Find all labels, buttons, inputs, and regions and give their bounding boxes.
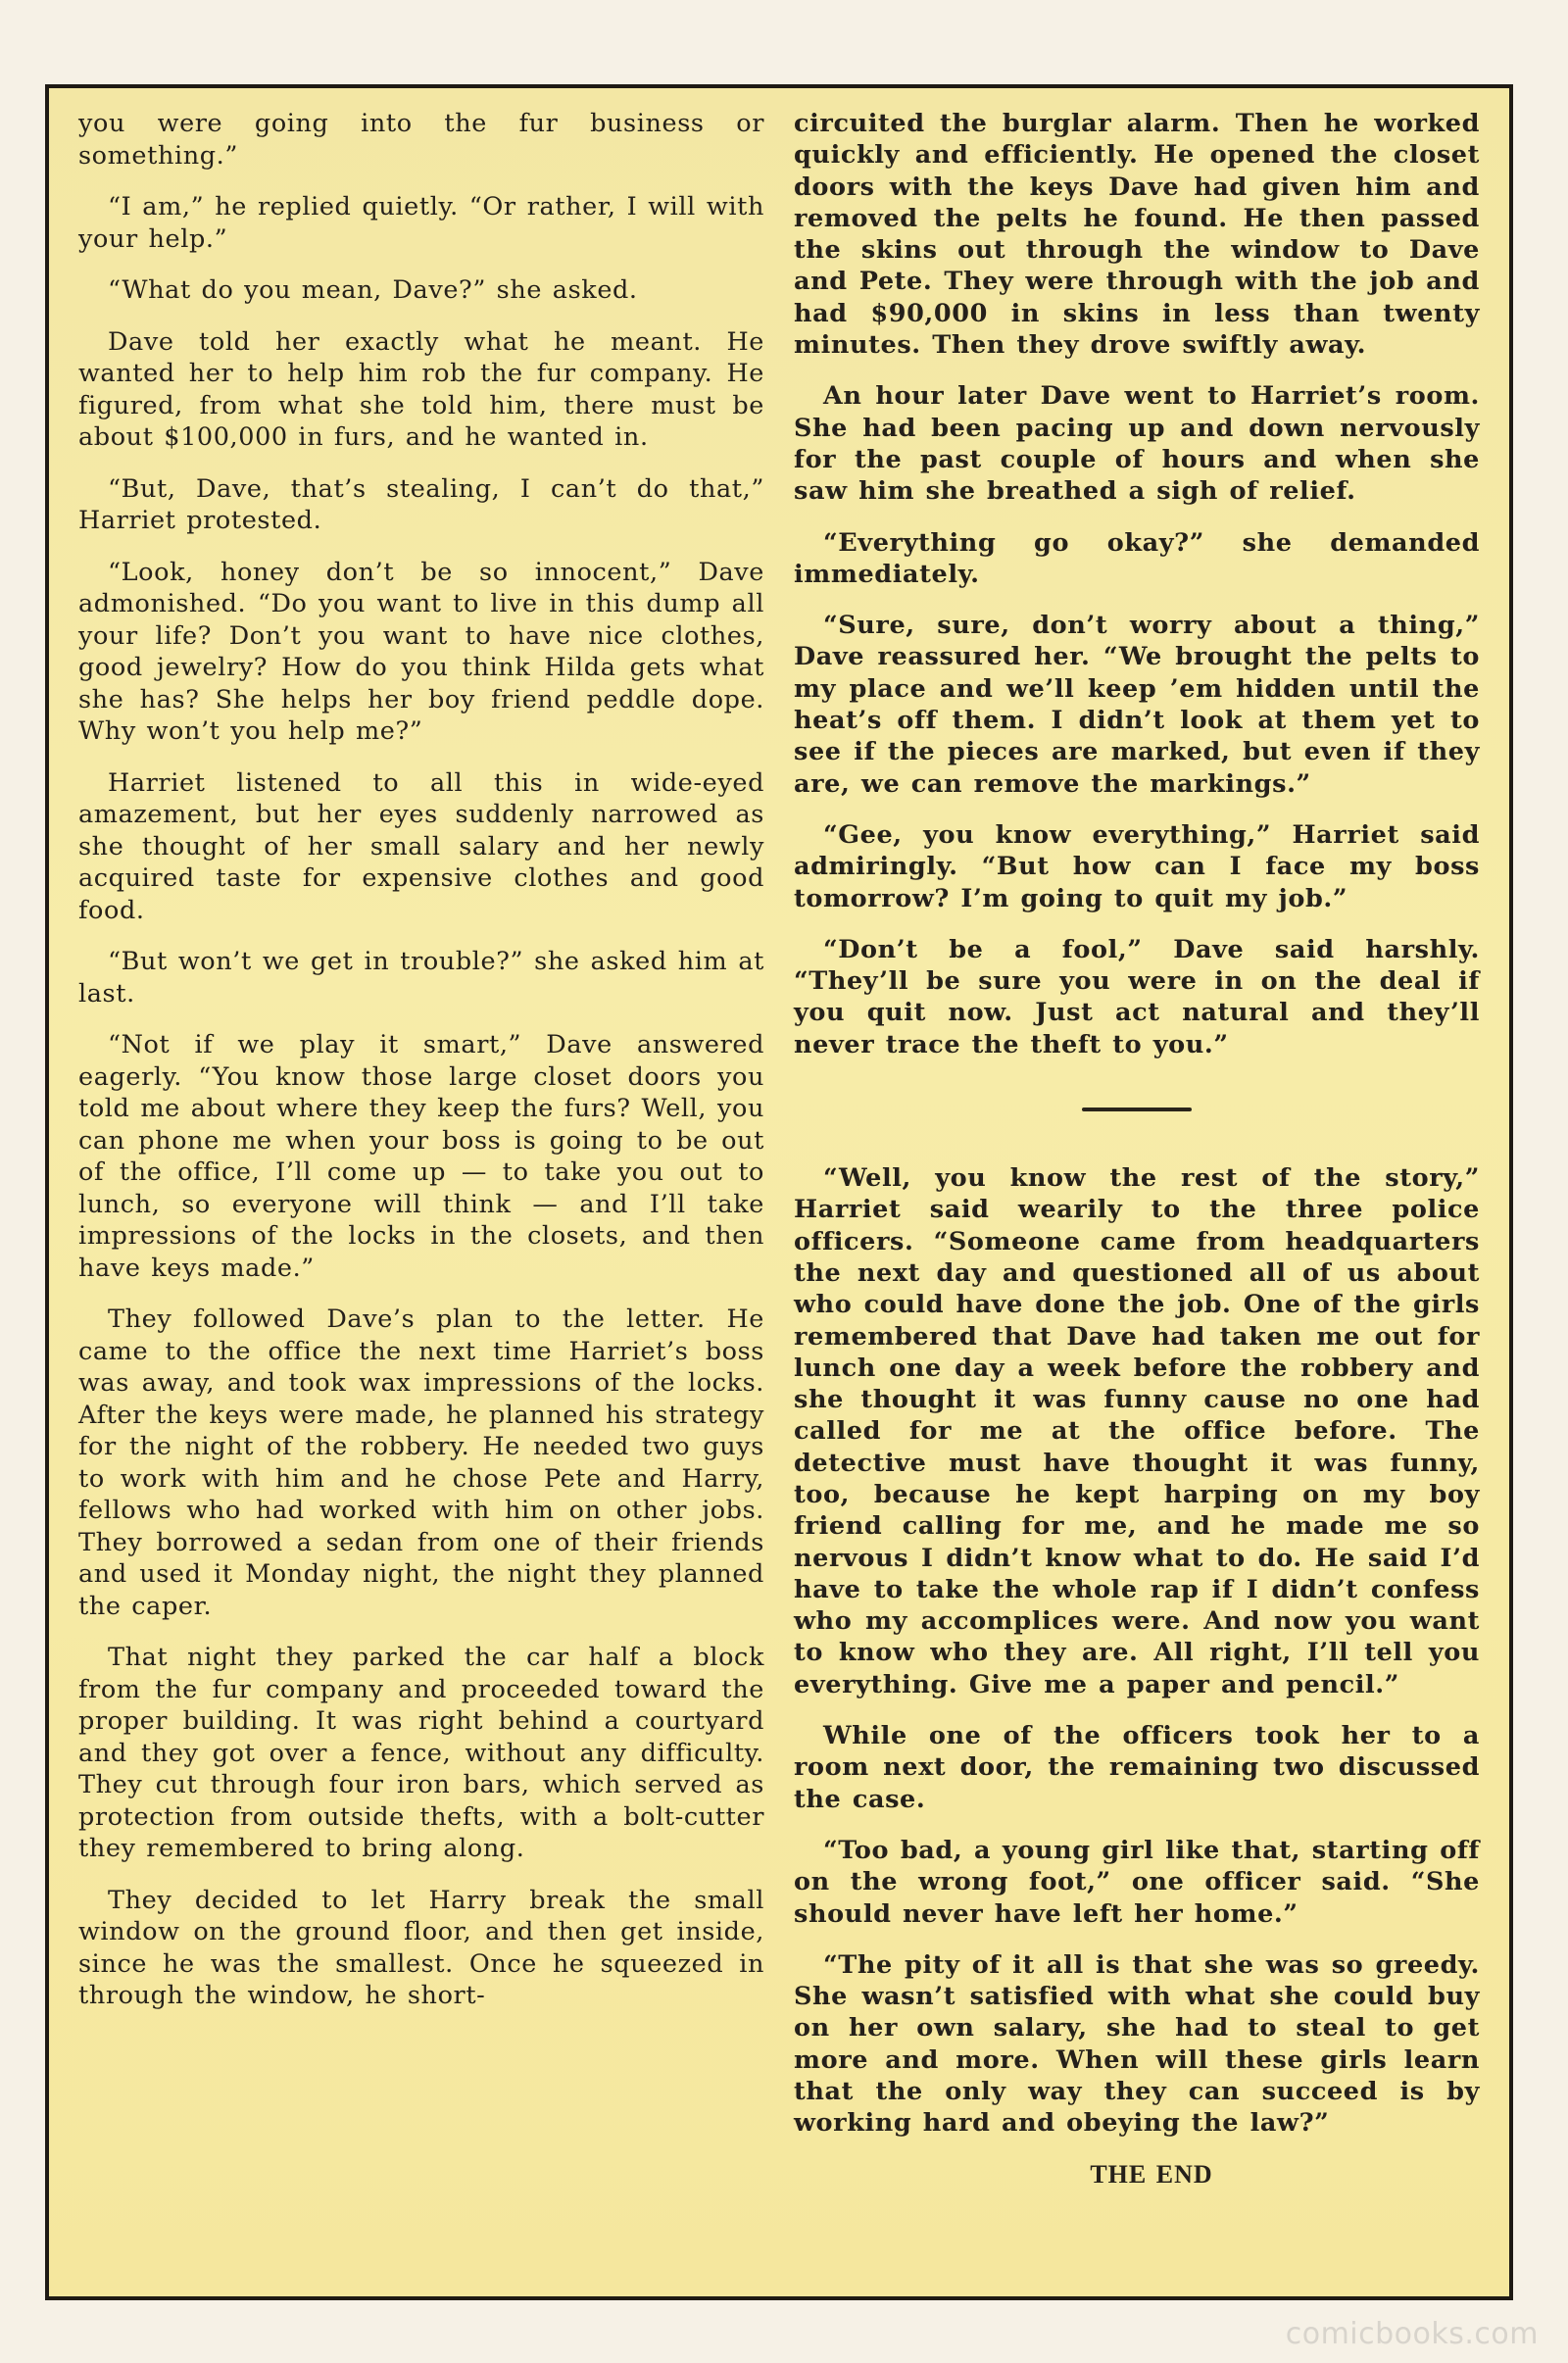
paragraph: They decided to let Harry break the small window on the ground floor, and then get inside, since he was the smallest. Once he squeezed in through the window, he short-	[78, 1885, 764, 2010]
section-divider	[1082, 1108, 1192, 1111]
paragraph: “Don’t be a fool,” Dave said harshly. “They’ll be sure you were in on the deal if you quit now. Just act natural and they’ll never trace the theft to you.”	[794, 934, 1480, 1059]
paragraph: “Not if we play it smart,” Dave answered eagerly. “You know those large closet doors you told me about where they keep the furs? Well, you can phone me when your boss is going to be out of the office, I’ll come up — to take you out to lunch, so everyone will think — and I’ll take impressions of the locks in the closets, and then have keys made.”	[78, 1030, 764, 1283]
paragraph: “What do you mean, Dave?” she asked.	[108, 275, 638, 305]
paragraph: Harriet listened to all this in wide-eyed amazement, but her eyes suddenly narrowed as she thought of her small salary and her newly acquired taste for expensive clothes and good food.	[78, 767, 764, 925]
paragraph: circuited the burglar alarm. Then he worked quickly and efficiently. He opened the closet doors with the keys Dave had given him and removed the pelts he found. He then passed the skins out through the window to Dave and Pete. They were through with the job and had $90,000 in skins in less than twenty minutes. Then they drove swiftly away.	[794, 109, 1480, 361]
paragraph: “The pity of it all is that she was so greedy. She wasn’t satisfied with what she could buy on her own salary, she had to steal to get more and more. When will these girls learn that the only way they can succeed is by working hard and obeying the law?”	[794, 1949, 1480, 2139]
watermark: comicbooks.com	[1285, 2317, 1539, 2351]
the-end-label: THE END	[1090, 2159, 1213, 2189]
paragraph: Dave told her exactly what he meant. He wanted her to help him rob the fur company. He figured, from what she told him, there must be about $100,000 in furs, and he wanted in.	[78, 326, 764, 452]
paragraph: “Too bad, a young girl like that, starting off on the wrong foot,” one officer said. “She should never have left her home.”	[794, 1835, 1480, 1929]
paragraph: you were going into the fur business or something.”	[78, 109, 764, 171]
paragraph: “Gee, you know everything,” Harriet said admiringly. “But how can I face my boss tomorrow? I’m going to quit my job.”	[794, 819, 1480, 913]
paragraph: An hour later Dave went to Harriet’s room. She had been pacing up and down nervously for the past couple of hours and when she saw him she breathed a sigh of relief.	[794, 381, 1480, 507]
paragraph: “Everything go okay?” she demanded immediately.	[794, 527, 1480, 589]
paragraph: They followed Dave’s plan to the letter. He came to the office the next time Harriet’s boss was away, and took wax impressions of the locks. After the keys were made, he planned his strategy for the night of the robbery. He needed two guys to work with him and he chose Pete and Harry, fellows who had worked with him on other jobs. They borrowed a sedan from one of their friends and used it Monday night, the night they planned the caper.	[78, 1305, 764, 1621]
paragraph: “But, Dave, that’s stealing, I can’t do that,” Harriet protested.	[78, 473, 764, 535]
paragraph: “I am,” he replied quietly. “Or rather, I will with your help.”	[78, 192, 764, 254]
paragraph: That night they parked the car half a block from the fur company and proceeded toward the proper building. It was right behind a courtyard and they got over a fence, without any difficulty. They cut through four iron bars, which served as protection from outside thefts, with a bolt-cutter they remembered to bring along.	[78, 1643, 764, 1863]
right-text-column	[794, 108, 1480, 2191]
left-text-column	[78, 108, 764, 2032]
paragraph: “Sure, sure, don’t worry about a thing,” Dave reassured her. “We brought the pelts to my place and we’ll keep ’em hidden until the heat’s off them. I didn’t look at them yet to see if the pieces are marked, but even if they are, we can remove the markings.”	[794, 611, 1480, 799]
paragraph: “Well, you know the rest of the story,” Harriet said wearily to the three police officers. “Someone came from headquarters the next day and questioned all of us about who could have done the job. One of the girls remembered that Dave had taken me out for lunch one day a week before the robbery and she thought it was funny cause no one had called for me at the office before. The detective must have thought it was funny, too, because he kept harping on my boy friend calling for me, and he made me so nervous I didn’t know what to do. He said I’d have to take the whole rap if I didn’t confess who my accomplices were. And now you want to know who they are. All right, I’ll tell you everything. Give me a paper and pencil.”	[794, 1163, 1480, 1699]
paragraph: “Look, honey don’t be so innocent,” Dave admonished. “Do you want to live in this dump all your life? Don’t you want to have nice clothes, good jewelry? How do you think Hilda gets what she has? She helps her boy friend peddle dope. Why won’t you help me?”	[78, 557, 764, 746]
paragraph: “But won’t we get in trouble?” she asked him at last.	[78, 947, 764, 1009]
story-page-frame	[45, 84, 1513, 2300]
paragraph: While one of the officers took her to a room next door, the remaining two discussed the case.	[794, 1721, 1480, 1814]
